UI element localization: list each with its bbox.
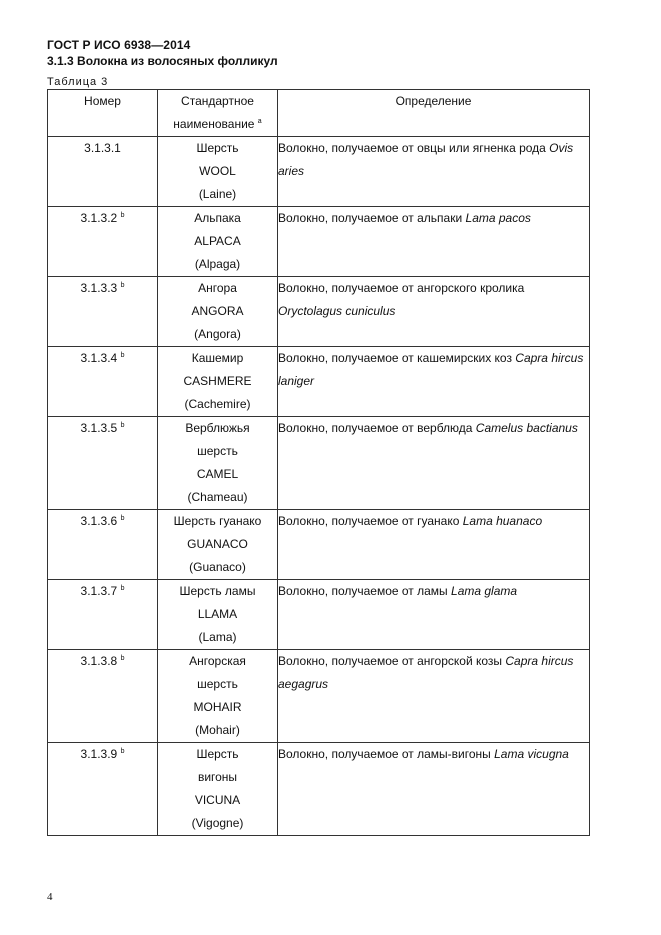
fiber-definitions-table — [47, 89, 590, 836]
row-number-cell: 3.1.3.3 $^b$ — [48, 277, 158, 347]
footnote-marker: а — [257, 118, 262, 125]
table-row — [48, 510, 590, 580]
standard-name-cell: Альпака ALPACA (Alpaga) — [158, 207, 278, 277]
standard-name-cell: Шерсть WOOL (Laine) — [158, 137, 278, 207]
column-header-number: Номер — [48, 90, 158, 137]
table-header-row — [48, 90, 590, 137]
row-number-cell: 3.1.3.8 $^b$ — [48, 650, 158, 743]
row-number-cell: 3.1.3.9 $^b$ — [48, 743, 158, 836]
table-row — [48, 743, 590, 836]
definition-cell: Волокно, получаемое от ламы Lama glama — [278, 580, 590, 650]
row-number-cell: 3.1.3.5 $^b$ — [48, 417, 158, 510]
row-number-cell: 3.1.3.6 $^b$ — [48, 510, 158, 580]
definition-cell: Волокно, получаемое от овцы или ягненка рода Ovis aries — [278, 137, 590, 207]
definition-cell: Волокно, получаемое от кашемирских коз Capra hircus laniger — [278, 347, 590, 417]
page-number: 4 — [47, 891, 53, 903]
table-row — [48, 137, 590, 207]
table-row — [48, 277, 590, 347]
column-header-standard-name: Стандартное наименование $^а$ — [158, 90, 278, 137]
definition-cell: Волокно, получаемое от ангорского кролика Oryctolagus cuniculus — [278, 277, 590, 347]
table-label: Таблица 3 — [47, 76, 109, 88]
column-header-definition: Определение — [278, 90, 590, 137]
definition-cell: Волокно, получаемое от верблюда Camelus bactianus — [278, 417, 590, 510]
table-row — [48, 650, 590, 743]
table-row — [48, 347, 590, 417]
standard-name-cell: Кашемир CASHMERE (Cachemire) — [158, 347, 278, 417]
standard-name-cell: Шерсть гуанако GUANACO (Guanaco) — [158, 510, 278, 580]
row-number-cell: 3.1.3.1 — [48, 137, 158, 207]
row-number-cell: 3.1.3.7 $^b$ — [48, 580, 158, 650]
section-title: 3.1.3 Волокна из волосяных фолликул — [47, 54, 278, 68]
standard-name-cell: Ангора ANGORA (Angora) — [158, 277, 278, 347]
standard-name-cell: Шерсть вигоны VICUNA (Vigogne) — [158, 743, 278, 836]
document-code: ГОСТ Р ИСО 6938—2014 — [47, 38, 191, 52]
table-row — [48, 417, 590, 510]
definition-cell: Волокно, получаемое от альпаки Lama pacos — [278, 207, 590, 277]
definition-cell: Волокно, получаемое от ламы-вигоны Lama vicugna — [278, 743, 590, 836]
table-row — [48, 580, 590, 650]
row-number-cell: 3.1.3.2 $^b$ — [48, 207, 158, 277]
row-number-cell: 3.1.3.4 $^b$ — [48, 347, 158, 417]
standard-name-cell: Ангорская шерсть MOHAIR (Mohair) — [158, 650, 278, 743]
standard-name-cell: Шерсть ламы LLAMA (Lama) — [158, 580, 278, 650]
standard-name-cell: Верблюжья шерсть CAMEL (Chameau) — [158, 417, 278, 510]
table-row — [48, 207, 590, 277]
definition-cell: Волокно, получаемое от ангорской козы Capra hircus aegagrus — [278, 650, 590, 743]
definition-cell: Волокно, получаемое от гуанако Lama huanaco — [278, 510, 590, 580]
